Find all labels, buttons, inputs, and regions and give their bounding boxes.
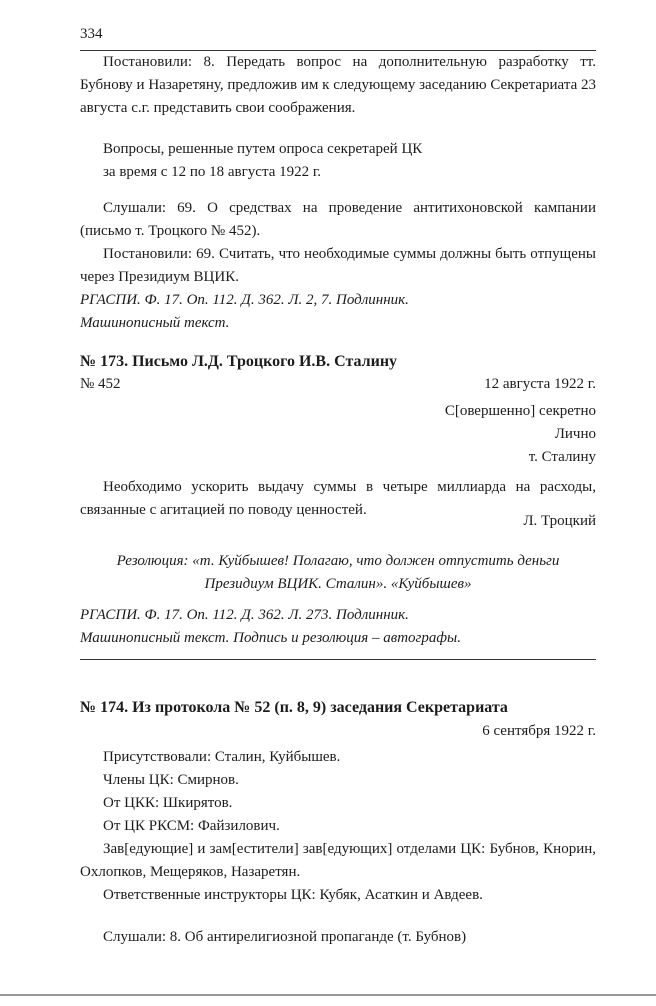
doc-173-number-date-row (80, 373, 596, 396)
present-line: Присутствовали: Сталин, Куйбышев. (103, 749, 341, 765)
slushali-69-paragraph: Слушали: 69. О средствах на проведение антитихоновской кампании (письмо т. Троцкого № 452). (80, 200, 596, 239)
doc-173-date: 12 августа 1922 г. (484, 376, 596, 392)
postanovili-8-paragraph: Постановили: 8. Передать вопрос на дополнительную разработку тт. Бубнову и Назаретяну, предложив им к следующему заседанию Секретариата 23 августа с.г. представить свои соображения. (80, 54, 596, 116)
resolution-line-1: Резолюция: «т. Куйбышев! Полагаю, что должен отпустить деньги (116, 553, 560, 569)
opros-heading (80, 138, 596, 184)
doc-173-secrecy-block (80, 400, 596, 469)
source-note-1-line-1: РГАСПИ. Ф. 17. Оп. 112. Д. 362. Л. 2, 7. Подлинник. (80, 292, 409, 308)
slushali-8-paragraph: Слушали: 8. Об антирелигиозной пропаганде (т. Бубнов) (103, 929, 467, 945)
heads-paragraph: Зав[едующие] и зам[естители] зав[едующих] отделами ЦК: Бубнов, Кнорин, Охлопков, Мещеряков, Назаретян. (80, 841, 596, 880)
personal-mark: Лично (554, 426, 596, 442)
addressee: т. Сталину (528, 449, 596, 465)
ckk-line: От ЦКК: Шкирятов. (103, 795, 233, 811)
resolution-line-2: Президиум ВЦИК. Сталин». «Куйбышев» (204, 576, 472, 592)
source-note-1 (80, 289, 596, 335)
section-divider (80, 659, 596, 660)
doc-173-title: № 173. Письмо Л.Д. Троцкого И.В. Сталину (80, 353, 398, 370)
rksm-line: От ЦК РКСМ: Файзилович. (103, 818, 280, 834)
source-note-2 (80, 604, 596, 650)
opros-line-2: за время с 12 по 18 августа 1922 г. (103, 164, 322, 180)
postanovili-69-paragraph: Постановили: 69. Считать, что необходимые суммы должны быть отпущены через Президиум ВЦИК. (80, 246, 596, 285)
doc-174-attendees (80, 746, 596, 838)
doc-173-number: № 452 (80, 376, 121, 392)
source-note-2-line-2: Машинописный текст. Подпись и резолюция – автографы. (80, 630, 461, 646)
secret-stamp: С[овершенно] секретно (444, 403, 596, 419)
doc-173-signature: Л. Троцкий (523, 513, 596, 529)
members-line: Члены ЦК: Смирнов. (103, 772, 239, 788)
doc-174-date: 6 сентября 1922 г. (482, 723, 596, 739)
doc-173-resolution (80, 550, 596, 596)
instructors-paragraph: Ответственные инструкторы ЦК: Кубяк, Асаткин и Авдеев. (103, 887, 483, 903)
page-bottom-edge (0, 994, 656, 996)
page-number: 334 (80, 26, 103, 42)
source-note-2-line-1: РГАСПИ. Ф. 17. Оп. 112. Д. 362. Л. 273. Подлинник. (80, 607, 409, 623)
opros-line-1: Вопросы, решенные путем опроса секретарей ЦК (103, 141, 423, 157)
doc-174-title: № 174. Из протокола № 52 (п. 8, 9) заседания Секретариата (80, 699, 508, 716)
doc-173-body: Необходимо ускорить выдачу суммы в четыре миллиарда на расходы, связанные с агитацией по поводу ценностей. (80, 479, 596, 518)
source-note-1-line-2: Машинописный текст. (80, 315, 230, 331)
